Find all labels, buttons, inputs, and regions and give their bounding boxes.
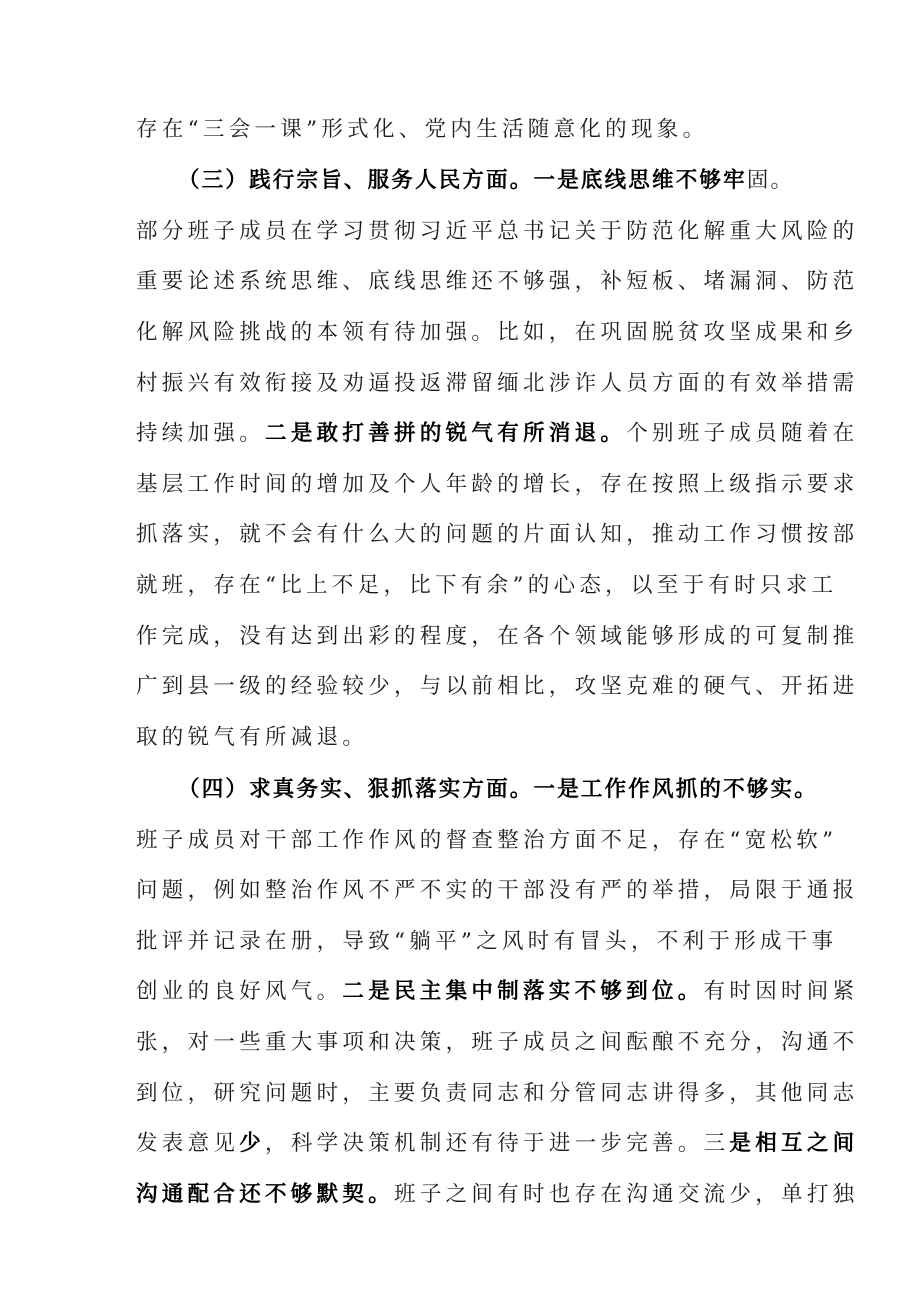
text-segment: 抓落实，就不会有什么大的问题的片面认知，推动工作习惯按部 bbox=[136, 522, 859, 547]
paragraph-line bbox=[136, 110, 816, 150]
text-segment: 取的锐气有所减退。 bbox=[136, 725, 369, 750]
text-segment: 班子之间有时也存在沟通交流少，单打独 bbox=[394, 1182, 859, 1207]
text-segment: 持续加强。 bbox=[136, 421, 266, 446]
text-segment: ，科学决策机制还有待于进一步完善。三 bbox=[265, 1131, 730, 1156]
text-segment: 批评并记录在册，导致“躺平”之风时有冒头，不利于形成干事 bbox=[136, 929, 838, 954]
paragraph-line bbox=[136, 1074, 859, 1114]
paragraph-line bbox=[136, 1124, 859, 1164]
paragraph-line bbox=[136, 414, 859, 454]
text-segment: 固。 bbox=[746, 168, 795, 193]
text-segment: 到位，研究问题时，主要负责同志和分管同志讲得多，其他同志 bbox=[136, 1081, 859, 1106]
section-heading-line bbox=[178, 770, 818, 810]
paragraph-line bbox=[136, 465, 859, 505]
paragraph-line bbox=[136, 718, 816, 758]
text-segment: 发表意见 bbox=[136, 1131, 240, 1156]
bold-text-segment: （三）践行宗旨、服务人民方面。一是底线思维不够牢 bbox=[178, 168, 747, 193]
paragraph-line bbox=[136, 1175, 859, 1215]
bold-text-segment: 二是民主集中制落实不够到位。 bbox=[342, 979, 704, 1004]
bold-text-segment: 是相互之间 bbox=[729, 1131, 859, 1156]
section-heading-line bbox=[178, 161, 818, 201]
text-segment: 就班，存在“比上不足，比下有余”的心态，以至于有时只求工 bbox=[136, 573, 838, 598]
paragraph-line bbox=[136, 364, 859, 404]
bold-text-segment: 二是敢打善拼的锐气有所消退。 bbox=[265, 421, 627, 446]
paragraph-line bbox=[136, 667, 859, 707]
bold-text-segment: 少 bbox=[239, 1131, 266, 1156]
bold-text-segment: 沟通配合还不够默契。 bbox=[136, 1182, 395, 1207]
bold-text-segment: （四）求真务实、狠抓落实方面。一是工作作风抓的不够实。 bbox=[178, 777, 818, 802]
paragraph-line bbox=[136, 972, 859, 1012]
text-segment: 张，对一些重大事项和决策，班子成员之间酝酿不充分，沟通不 bbox=[136, 1030, 859, 1055]
paragraph-line bbox=[136, 821, 838, 861]
paragraph-line bbox=[136, 922, 838, 962]
paragraph-line bbox=[136, 1023, 859, 1063]
text-segment: 部分班子成员在学习贯彻习近平总书记关于防范化解重大风险的 bbox=[136, 219, 859, 244]
text-segment: 广到县一级的经验较少，与以前相比，攻坚克难的硬气、开拓进 bbox=[136, 674, 859, 699]
text-segment: 作完成，没有达到出彩的程度，在各个领域能够形成的可复制推 bbox=[136, 624, 859, 649]
text-segment: 重要论述系统思维、底线思维还不够强，补短板、堵漏洞、防范 bbox=[136, 269, 859, 294]
text-segment: 问题，例如整治作风不严不实的干部没有严的举措，局限于通报 bbox=[136, 878, 859, 903]
paragraph-line bbox=[136, 313, 859, 353]
text-segment: 基层工作时间的增加及个人年龄的增长，存在按照上级指示要求 bbox=[136, 472, 859, 497]
text-segment: 班子成员对干部工作作风的督查整治方面不足，存在“宽松软” bbox=[136, 828, 838, 853]
text-segment: 创业的良好风气。 bbox=[136, 979, 343, 1004]
text-segment: 村振兴有效衔接及劝逼投返滞留缅北涉诈人员方面的有效举措需 bbox=[136, 371, 859, 396]
text-segment: 个别班子成员随着在 bbox=[626, 421, 859, 446]
text-segment: 有时因时间紧 bbox=[703, 979, 859, 1004]
paragraph-line bbox=[136, 617, 859, 657]
paragraph-line bbox=[136, 566, 838, 606]
text-segment: 存在“三会一课”形式化、党内生活随意化的现象。 bbox=[136, 117, 709, 142]
paragraph-line bbox=[136, 212, 859, 252]
paragraph-line bbox=[136, 515, 859, 555]
paragraph-line bbox=[136, 871, 859, 911]
paragraph-line bbox=[136, 262, 859, 302]
text-segment: 化解风险挑战的本领有待加强。比如，在巩固脱贫攻坚成果和乡 bbox=[136, 320, 859, 345]
